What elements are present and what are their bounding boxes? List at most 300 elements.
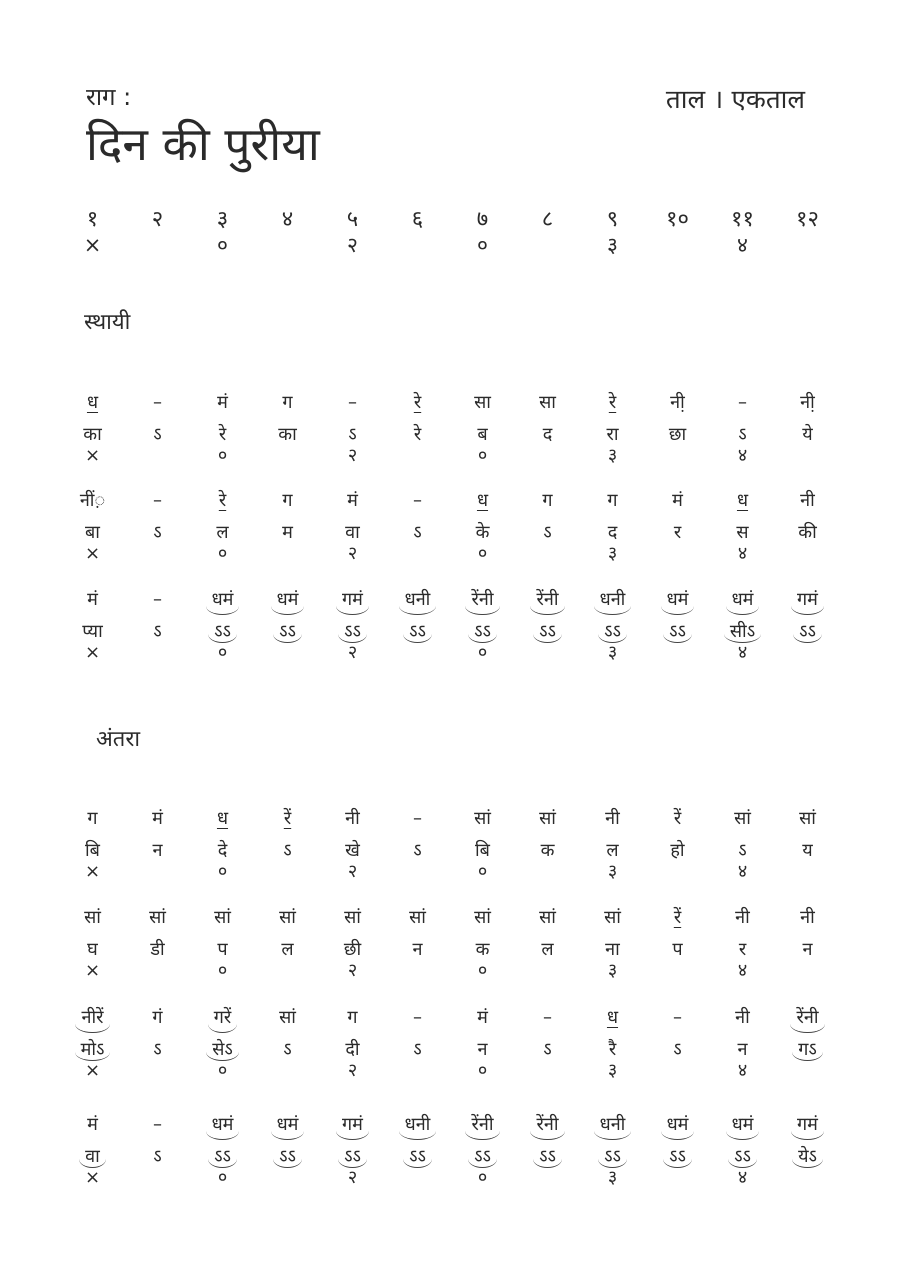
swar-text: ध	[606, 1007, 619, 1028]
bol-syllable	[734, 522, 750, 544]
swar-text: –	[153, 1114, 162, 1135]
bol-syllable	[604, 840, 620, 862]
swar-text: ग	[87, 808, 98, 829]
swar-note	[475, 486, 490, 516]
matra-cell	[775, 1003, 840, 1083]
bol-meend-group: ऽऽ	[663, 621, 692, 643]
matra-cell	[255, 388, 320, 468]
matra-cell	[60, 388, 125, 468]
swar-meend-group: धमं	[726, 1110, 760, 1140]
bol-syllable	[216, 840, 230, 862]
swar-note	[672, 804, 683, 834]
matra-cell	[515, 585, 580, 665]
swar-text: ध	[216, 808, 229, 829]
swar-note	[732, 804, 753, 834]
swar-meend-group: धनी	[594, 585, 632, 615]
swar-note	[791, 585, 824, 615]
bol-meend-group: येऽ	[792, 1146, 823, 1168]
matra-cell	[580, 1110, 645, 1190]
bol-text: प	[217, 939, 228, 960]
bol-syllable	[792, 1146, 823, 1168]
bol-syllable	[541, 522, 553, 544]
matra-cell	[255, 903, 320, 983]
matra-cell	[125, 486, 190, 566]
bol-text: रे	[218, 424, 227, 445]
matra-cell	[580, 388, 645, 468]
bol-syllable	[539, 840, 557, 862]
matra-cell	[515, 804, 580, 884]
taal-mark: ४	[737, 445, 748, 466]
bol-text: म	[282, 522, 293, 543]
notation-line	[60, 903, 840, 983]
bol-meend-group: ऽऽ	[468, 1146, 497, 1168]
taal-mark: ०	[477, 642, 488, 663]
bol-syllable	[539, 939, 555, 961]
swar-text: नी़	[670, 392, 685, 413]
taal-mark: ३	[607, 960, 618, 981]
bol-syllable	[206, 1039, 239, 1061]
matra-cell	[190, 804, 255, 884]
antara-title: अंतरा	[96, 727, 141, 752]
swar-note	[472, 903, 493, 933]
swar-text: ग	[282, 490, 293, 511]
bol-syllable	[83, 840, 102, 862]
bol-syllable	[342, 939, 363, 961]
bol-meend-group: ऽऽ	[208, 621, 237, 643]
bol-syllable	[598, 621, 627, 643]
beat-cell	[190, 206, 255, 256]
bol-syllable	[793, 621, 822, 643]
swar-note	[271, 1110, 305, 1140]
matra-cell	[580, 486, 645, 566]
taal-mark: ३	[607, 543, 618, 564]
taal-mark: ४	[737, 642, 748, 663]
matra-cell	[710, 585, 775, 665]
swar-meend-group: धमं	[206, 585, 240, 615]
swar-note	[78, 486, 107, 516]
bol-text: घ	[87, 939, 98, 960]
matra-cell	[60, 903, 125, 983]
bol-meend-group: सीऽ	[724, 621, 761, 643]
bol-syllable	[606, 522, 620, 544]
swar-text: मं	[152, 808, 163, 829]
bol-text: छी	[343, 939, 362, 960]
beat-number: ११	[731, 207, 754, 232]
swar-text: सां	[279, 907, 296, 928]
bol-meend-group: ऽऽ	[468, 621, 497, 643]
swar-note	[736, 388, 749, 418]
swar-text: सां	[409, 907, 426, 928]
swar-note	[472, 388, 493, 418]
swar-meend-group: नीरें	[75, 1003, 109, 1033]
swar-note	[607, 388, 618, 418]
taal-mark: ×	[84, 960, 101, 981]
bol-syllable	[533, 1146, 562, 1168]
swar-meend-group: धमं	[271, 585, 305, 615]
swar-text: –	[673, 1007, 682, 1028]
bol-meend-group: मोऽ	[75, 1039, 111, 1061]
swar-note	[530, 1110, 564, 1140]
swar-note	[733, 903, 752, 933]
taal-mark: ४	[737, 960, 748, 981]
swar-note	[465, 1110, 499, 1140]
bol-text: दे	[217, 840, 228, 861]
swar-text: सां	[474, 808, 491, 829]
bol-syllable	[343, 1039, 361, 1061]
swar-note	[790, 1003, 824, 1033]
beat-cell	[255, 206, 320, 256]
swar-text: रे	[413, 392, 422, 413]
beat-cell	[385, 206, 450, 256]
swar-note	[150, 1003, 164, 1033]
taal-mark: ०	[217, 1060, 228, 1081]
bol-text: का	[278, 424, 297, 445]
bol-syllable	[668, 840, 686, 862]
taal-mark: ०	[477, 543, 488, 564]
matra-cell	[515, 1110, 580, 1190]
notation-line	[60, 1110, 840, 1190]
swar-text: सां	[279, 1007, 296, 1028]
bol-syllable	[473, 840, 492, 862]
bol-syllable	[412, 424, 423, 446]
bol-syllable	[148, 939, 166, 961]
bol-syllable	[801, 939, 815, 961]
bol-syllable	[273, 621, 302, 643]
matra-cell	[60, 1110, 125, 1190]
notation-line	[60, 585, 840, 665]
taal-mark: २	[347, 642, 358, 663]
bol-meend-group: ऽऽ	[403, 1146, 432, 1168]
swar-text: सां	[149, 907, 166, 928]
swar-note	[206, 585, 240, 615]
bol-meend-group: ऽऽ	[403, 621, 432, 643]
beat-cell	[450, 206, 515, 256]
bol-syllable	[411, 522, 423, 544]
bol-meend-group: सेऽ	[206, 1039, 239, 1061]
swar-text: रें	[673, 808, 682, 829]
taal-mark: ३	[607, 233, 618, 257]
bol-text: ऽ	[738, 424, 747, 445]
bol-text: ऽ	[738, 840, 747, 861]
bol-text: ब	[477, 424, 488, 445]
matra-cell	[190, 1110, 255, 1190]
matra-cell	[645, 388, 710, 468]
taal-mark: ३	[607, 445, 618, 466]
swar-note	[150, 804, 165, 834]
matra-cell	[60, 1003, 125, 1083]
bol-syllable	[724, 621, 761, 643]
taal-mark: ४	[737, 1167, 748, 1188]
taal-mark: ०	[217, 445, 228, 466]
matra-cell	[710, 804, 775, 884]
swar-note	[537, 388, 558, 418]
swar-text: रे	[608, 392, 617, 413]
bol-text: बि	[475, 840, 490, 861]
raag-name: दिन की पुरीया	[86, 117, 320, 171]
bol-syllable	[671, 1039, 683, 1061]
swar-meend-group: धमं	[726, 585, 760, 615]
taal-mark: ०	[217, 1167, 228, 1188]
bol-syllable	[670, 939, 684, 961]
notation-line	[60, 804, 840, 884]
swar-note	[336, 585, 369, 615]
matra-cell	[515, 1003, 580, 1083]
swar-text: सां	[539, 907, 556, 928]
swar-note	[282, 804, 293, 834]
taal-mark: ×	[84, 445, 101, 466]
bol-text: बा	[85, 522, 100, 543]
matra-cell	[450, 585, 515, 665]
matra-cell	[320, 388, 385, 468]
matra-cell	[255, 486, 320, 566]
beat-number: ९	[606, 207, 619, 232]
bol-text: र	[738, 939, 747, 960]
swar-note	[735, 486, 750, 516]
matra-cell	[515, 903, 580, 983]
swar-text: मं	[87, 589, 98, 610]
taal-mark: ४	[737, 543, 748, 564]
swar-text: सा	[539, 392, 556, 413]
bol-meend-group: गऽ	[792, 1039, 823, 1061]
matra-cell	[645, 903, 710, 983]
bol-text: बि	[85, 840, 100, 861]
matra-cell	[450, 804, 515, 884]
matra-cell	[190, 388, 255, 468]
swar-note	[594, 1110, 632, 1140]
bol-text: दी	[345, 1039, 360, 1060]
swar-note	[85, 1110, 100, 1140]
matra-cell	[775, 585, 840, 665]
bol-syllable	[343, 840, 362, 862]
taal-mark: २	[347, 445, 358, 466]
bol-text: ल	[541, 939, 554, 960]
bol-syllable	[474, 522, 492, 544]
taal-mark: ३	[607, 861, 618, 882]
swar-text: नी	[800, 490, 815, 511]
bol-text: की	[798, 522, 817, 543]
swar-text: ध	[736, 490, 749, 511]
bol-text: न	[737, 1039, 748, 1060]
swar-note	[217, 486, 228, 516]
taal-mark: ×	[84, 1060, 101, 1081]
swar-note	[407, 903, 428, 933]
swar-text: रे	[218, 490, 227, 511]
matra-cell	[385, 585, 450, 665]
matra-cell	[580, 1003, 645, 1083]
beat-number: २	[151, 207, 164, 232]
matra-cell	[645, 1110, 710, 1190]
bol-syllable	[736, 1039, 750, 1061]
bol-syllable	[215, 939, 229, 961]
swar-note	[605, 486, 619, 516]
matra-cell	[190, 1003, 255, 1083]
matra-cell	[645, 804, 710, 884]
bol-syllable	[83, 522, 102, 544]
bol-syllable	[151, 424, 163, 446]
swar-meend-group: धमं	[206, 1110, 240, 1140]
bol-text: डी	[150, 939, 165, 960]
bol-text: रै	[608, 1039, 617, 1060]
sthayi-title: स्थायी	[84, 310, 131, 335]
bol-syllable	[667, 424, 688, 446]
beat-number: ५	[346, 207, 359, 232]
swar-text: सां	[734, 808, 751, 829]
bol-meend-group: ऽऽ	[728, 1146, 757, 1168]
swar-meend-group: गमं	[791, 1110, 824, 1140]
taal-mark: ×	[83, 233, 102, 257]
taal-mark: ०	[477, 1167, 488, 1188]
bol-syllable	[276, 424, 299, 446]
taal-mark: ०	[477, 861, 488, 882]
beat-number: १	[86, 207, 99, 232]
swar-text: –	[738, 392, 747, 413]
swar-note	[85, 388, 100, 418]
bol-syllable	[736, 424, 748, 446]
swar-text: –	[413, 490, 422, 511]
swar-meend-group: गमं	[336, 1110, 369, 1140]
swar-note	[603, 804, 622, 834]
swar-note	[151, 486, 164, 516]
swar-note	[82, 903, 103, 933]
swar-note	[411, 1003, 424, 1033]
swar-text: ध	[476, 490, 489, 511]
bol-syllable	[403, 1146, 432, 1168]
bol-text: ऽ	[153, 1039, 162, 1060]
swar-text: सां	[474, 907, 491, 928]
swar-meend-group: रेंनी	[465, 585, 499, 615]
swar-note	[671, 1003, 684, 1033]
swar-text: गं	[152, 1007, 163, 1028]
swar-note	[672, 903, 683, 933]
swar-note	[540, 486, 554, 516]
matra-cell	[125, 1003, 190, 1083]
bol-text: रे	[413, 424, 422, 445]
bol-syllable	[411, 840, 423, 862]
notation-line	[60, 486, 840, 566]
swar-text: ग	[607, 490, 618, 511]
matra-cell	[385, 804, 450, 884]
bol-syllable	[343, 522, 362, 544]
bol-text: रा	[606, 424, 619, 445]
bol-text: न	[412, 939, 423, 960]
swar-meend-group: गमं	[791, 585, 824, 615]
bol-syllable	[800, 424, 814, 446]
bol-syllable	[217, 424, 228, 446]
swar-text: नीं़	[79, 490, 106, 511]
swar-note	[411, 486, 424, 516]
swar-note	[147, 903, 168, 933]
bol-syllable	[737, 939, 748, 961]
bol-syllable	[214, 522, 230, 544]
swar-meend-group: धनी	[399, 1110, 437, 1140]
swar-meend-group: धमं	[661, 585, 695, 615]
bol-text: हो	[670, 840, 685, 861]
swar-meend-group: रेंनी	[530, 1110, 564, 1140]
bol-syllable	[411, 939, 425, 961]
matra-cell	[710, 486, 775, 566]
bol-meend-group: ऽऽ	[663, 1146, 692, 1168]
swar-text: मं	[672, 490, 683, 511]
swar-note	[475, 1003, 490, 1033]
swar-note	[537, 903, 558, 933]
bol-syllable	[603, 939, 622, 961]
taal-mark: २	[347, 1167, 358, 1188]
swar-note	[399, 1110, 437, 1140]
swar-meend-group: धनी	[399, 585, 437, 615]
matra-cell	[775, 388, 840, 468]
swar-text: ग	[282, 392, 293, 413]
bol-text: ऽ	[153, 621, 162, 642]
swar-meend-group: धनी	[594, 1110, 632, 1140]
matra-cell	[190, 486, 255, 566]
bol-syllable	[281, 840, 293, 862]
bol-syllable	[81, 424, 104, 446]
swar-note	[797, 804, 818, 834]
matra-cell	[450, 486, 515, 566]
bol-syllable	[663, 1146, 692, 1168]
bol-meend-group: वा	[79, 1146, 106, 1168]
matra-cell	[450, 388, 515, 468]
bol-text: ऽ	[283, 840, 292, 861]
bol-syllable	[208, 621, 237, 643]
bol-text: द	[607, 522, 618, 543]
matra-cell	[60, 585, 125, 665]
swar-text: मं	[347, 490, 358, 511]
bol-text: ऽ	[283, 1039, 292, 1060]
matra-cell	[385, 903, 450, 983]
swar-text: नी	[800, 907, 815, 928]
swar-text: रें	[673, 907, 682, 928]
swar-text: सां	[539, 808, 556, 829]
matra-cell	[385, 388, 450, 468]
matra-cell	[385, 1110, 450, 1190]
swar-note	[465, 585, 499, 615]
taal-mark: ०	[217, 960, 228, 981]
bol-text: के	[475, 522, 490, 543]
beat-cell	[125, 206, 190, 256]
swar-note	[733, 1003, 752, 1033]
bol-syllable	[338, 621, 367, 643]
beat-number: ३	[216, 207, 229, 232]
matra-cell	[710, 1110, 775, 1190]
swar-text: नी़	[800, 392, 815, 413]
bol-syllable	[533, 621, 562, 643]
matra-cell	[320, 903, 385, 983]
taal-mark: ×	[84, 543, 101, 564]
bol-syllable	[281, 1039, 293, 1061]
bol-text: ऽ	[413, 840, 422, 861]
bol-syllable	[208, 1146, 237, 1168]
matra-cell	[710, 903, 775, 983]
bol-text: ल	[216, 522, 229, 543]
bol-syllable	[541, 1039, 553, 1061]
bol-meend-group: ऽऽ	[273, 1146, 302, 1168]
swar-text: मं	[87, 1114, 98, 1135]
swar-note	[345, 1003, 359, 1033]
bol-text: न	[802, 939, 813, 960]
bol-syllable	[80, 621, 105, 643]
taal-mark: ०	[217, 233, 228, 257]
swar-note	[726, 1110, 760, 1140]
swar-note	[151, 585, 164, 615]
bol-text: र	[673, 522, 682, 543]
bol-syllable	[346, 424, 358, 446]
bol-syllable	[85, 939, 100, 961]
beat-cell	[320, 206, 385, 256]
swar-note	[726, 585, 760, 615]
taal-mark: ०	[477, 445, 488, 466]
bol-meend-group: ऽऽ	[208, 1146, 237, 1168]
